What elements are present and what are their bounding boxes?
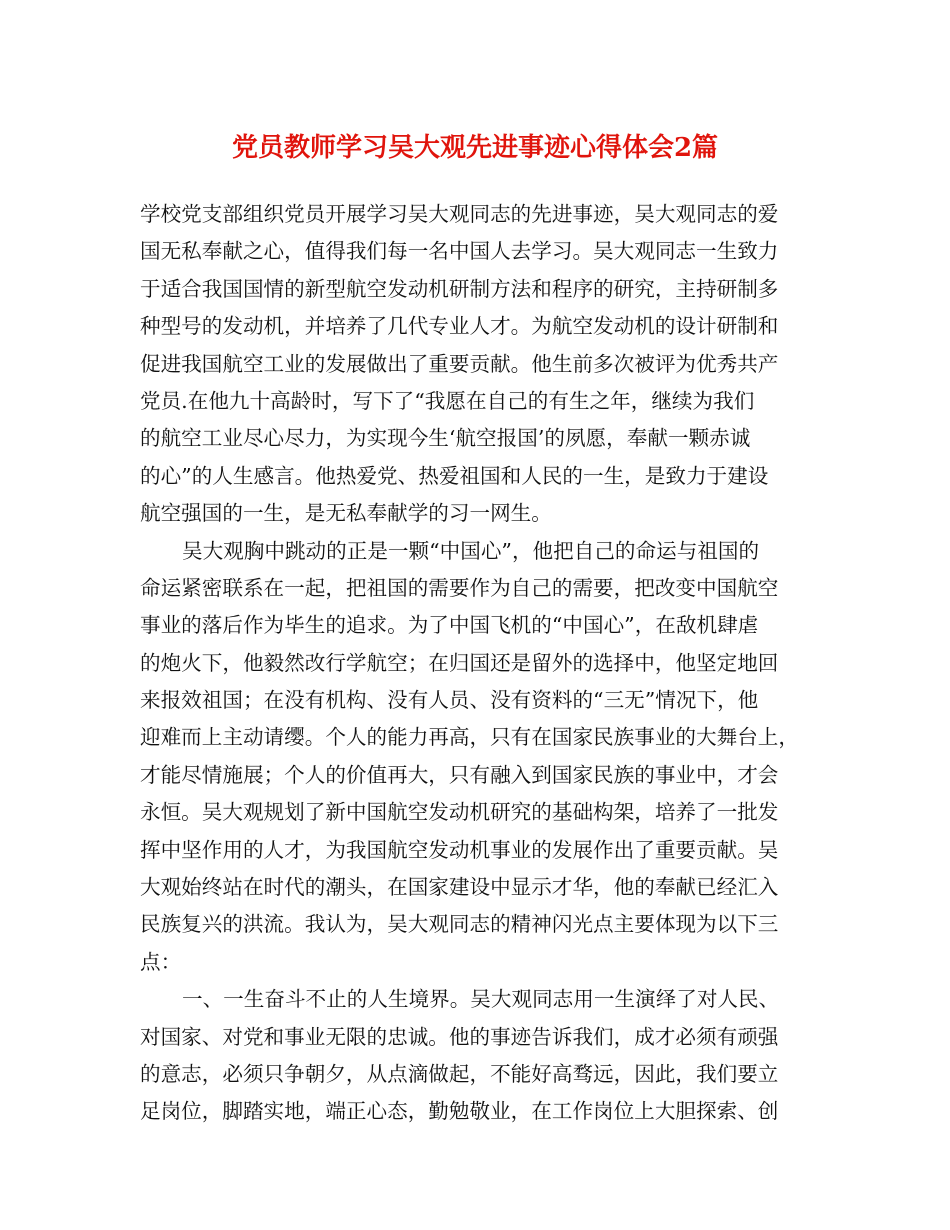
body-line: 才能尽情施展；个人的价值再大，只有融入到国家民族的事业中，才会: [140, 762, 779, 787]
body-line: 一、一生奋斗不止的人生境界。吴大观同志用一生演绎了对人民、: [182, 987, 780, 1012]
body-line: 对国家、对党和事业无限的忠诚。他的事迹告诉我们，成才必须有顽强: [140, 1024, 779, 1049]
body-line: 的意志，必须只争朝夕，从点滴做起，不能好高骛远，因此，我们要立: [140, 1061, 779, 1086]
document-title: 党员教师学习吴大观先进事迹心得体会2篇: [231, 133, 719, 163]
body-line: 永恒。吴大观规划了新中国航空发动机研究的基础构架，培养了一批发: [140, 800, 779, 825]
body-line: 大观始终站在时代的潮头，在国家建设中显示才华，他的奉献已经汇入: [140, 875, 779, 900]
body-line: 民族复兴的洪流。我认为，吴大观同志的精神闪光点主要体现为以下三: [140, 912, 779, 937]
body-line: 命运紧密联系在一起，把祖国的需要作为自己的需要，把改变中国航空: [140, 575, 779, 600]
body-line: 的炮火下，他毅然改行学航空；在归国还是留外的选择中，他坚定地回: [140, 650, 779, 675]
body-line: 的心”的人生感言。他热爱党、热爱祖国和人民的一生，是致力于建设: [140, 463, 769, 488]
body-line: 来报效祖国；在没有机构、没有人员、没有资料的“三无”情况下，他: [140, 688, 759, 713]
body-line: 的航空工业尽心尽力，为实现今生‘航空报国’的夙愿，奉献一颗赤诚: [140, 426, 751, 451]
body-line: 挥中坚作用的人才，为我国航空发动机事业的发展作出了重要贡献。吴: [140, 837, 779, 862]
body-line: 促进我国航空工业的发展做出了重要贡献。他生前多次被评为优秀共产: [140, 351, 779, 376]
body-line: 事业的落后作为毕生的追求。为了中国飞机的“中国心”，在敌机肆虐: [140, 613, 759, 638]
body-line: 学校党支部组织党员开展学习吴大观同志的先进事迹，吴大观同志的爱: [140, 202, 779, 226]
body-line: 迎难而上主动请缨。个人的能力再高，只有在国家民族事业的大舞台上，: [140, 725, 799, 750]
body-line: 于适合我国国情的新型航空发动机研制方法和程序的研究，主持研制多: [140, 276, 779, 301]
document-body: [140, 196, 812, 1131]
body-line: 党员.在他九十高龄时，写下了“我愿在自己的有生之年，继续为我们: [140, 388, 755, 413]
body-line: 点：: [140, 949, 182, 974]
body-line: 吴大观胸中跳动的正是一颗“中国心”，他把自己的命运与祖国的: [182, 538, 760, 563]
body-line: 航空强国的一生，是无私奉献学的习一网生。: [140, 501, 552, 526]
body-line: 足岗位，脚踏实地，端正心态，勤勉敬业，在工作岗位上大胆探索、创: [140, 1099, 779, 1124]
body-line: 国无私奉献之心，值得我们每一名中国人去学习。吴大观同志一生致力: [140, 239, 779, 264]
body-line: 种型号的发动机，并培养了几代专业人才。为航空发动机的设计研制和: [140, 314, 779, 339]
